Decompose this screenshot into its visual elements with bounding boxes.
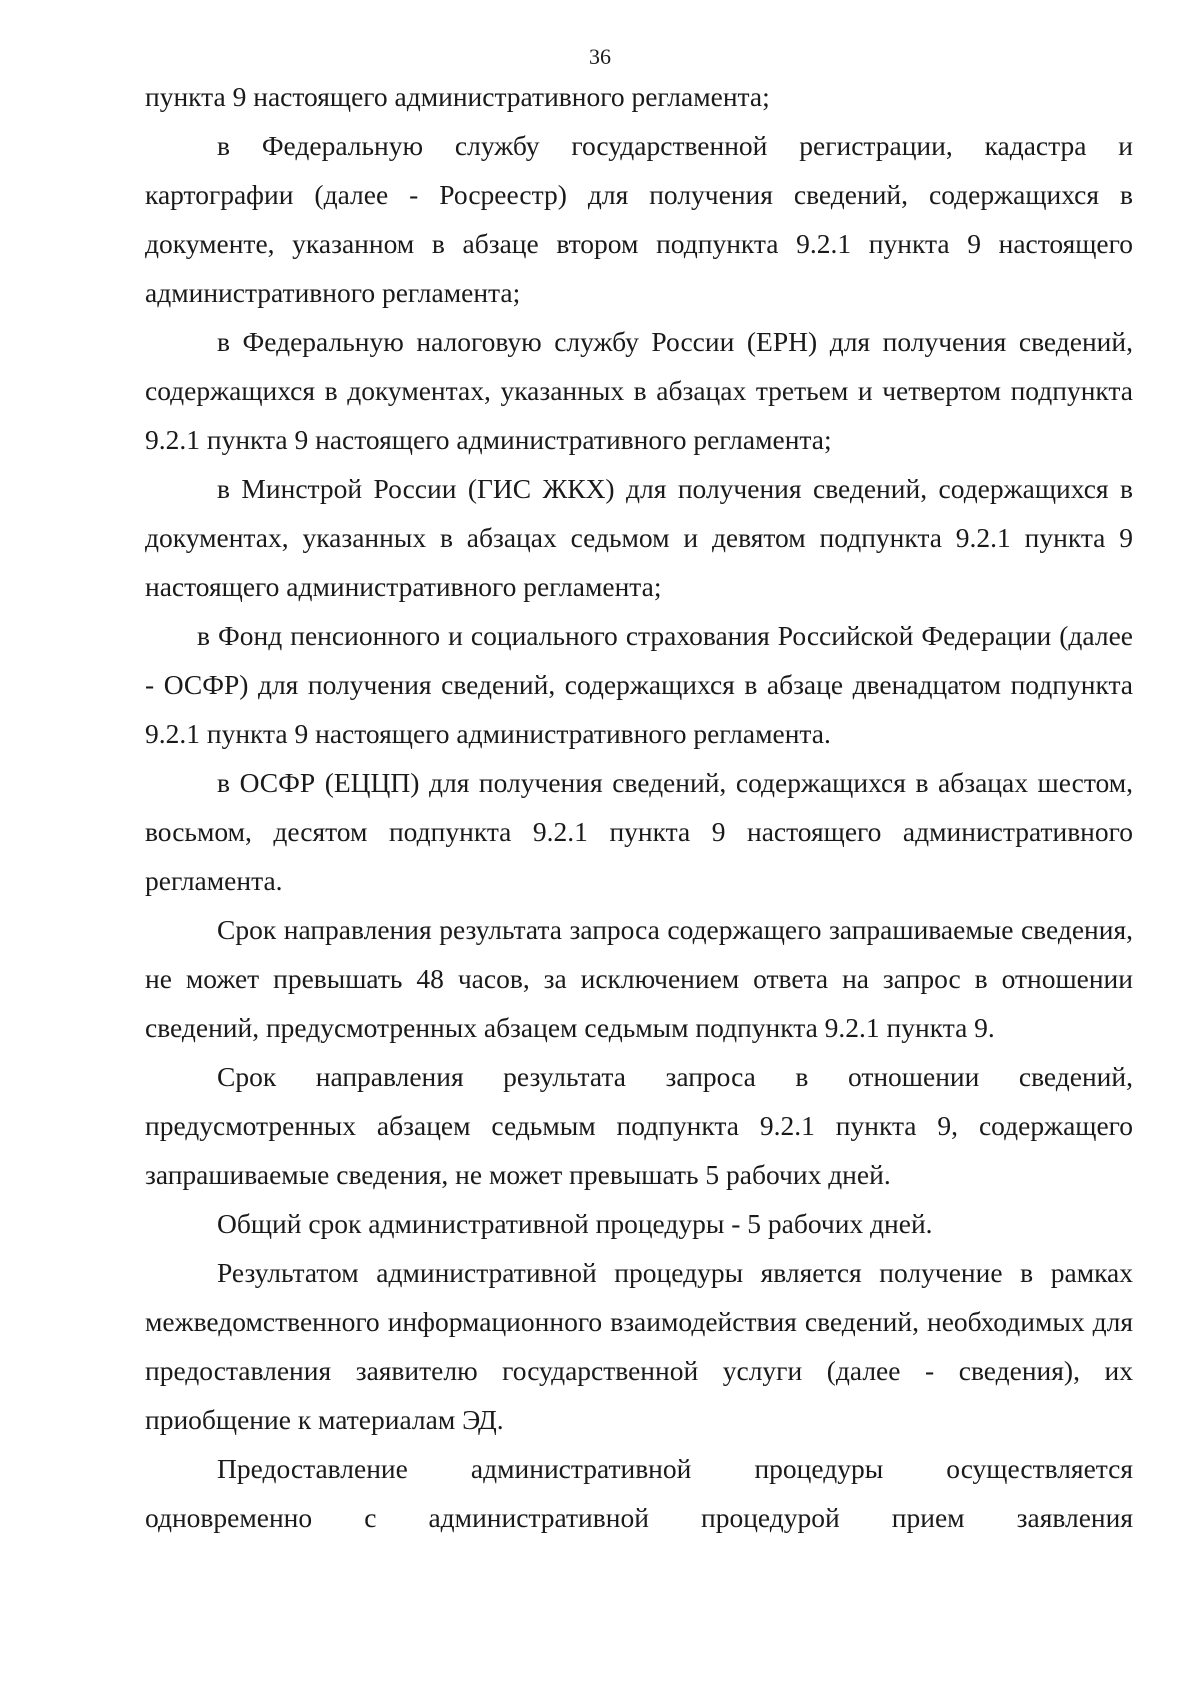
paragraph-rosreestr: в Федеральную службу государственной регистрации, кадастра и картографии (далее - Росреестр) для получения сведений, содержащихся в документе, указанном в абзаце втором подпункта 9.2.1 пункта 9 настоящего административного регламента; (145, 130, 1133, 308)
paragraph-minstroy: в Минстрой России (ГИС ЖКХ) для получения сведений, содержащихся в документах, указанных в абзацах седьмом и девятом подпункта 9.2.1 пункта 9 настоящего административного регламента; (145, 473, 1133, 602)
paragraph-deadline-48h: Срок направления результата запроса содержащего запрашиваемые сведения, не может превышать 48 часов, за исключением ответа на запрос в отношении сведений, предусмотренных абзацем седьмым подпункта 9.2.1 пункта 9. (145, 914, 1133, 1043)
paragraph-result: Результатом административной процедуры является получение в рамках межведомственного информационного взаимодействия сведений, необходимых для предоставления заявителю государственной услуги (далее - сведения), их приобщение к материалам ЭД. (145, 1257, 1133, 1435)
paragraph-osfr-ecc: в ОСФР (ЕЦЦП) для получения сведений, содержащихся в абзацах шестом, восьмом, десятом подпункта 9.2.1 пункта 9 настоящего административного регламента. (145, 767, 1133, 896)
paragraph-simultaneous: Предоставление административной процедуры осуществляется одновременно с административной процедурой прием заявления (145, 1453, 1133, 1533)
paragraph-deadline-5days: Срок направления результата запроса в отношении сведений, предусмотренных абзацем седьмым подпункта 9.2.1 пункта 9, содержащего запрашиваемые сведения, не может превышать 5 рабочих дней. (145, 1061, 1133, 1190)
paragraph-fns: в Федеральную налоговую службу России (ЕРН) для получения сведений, содержащихся в документах, указанных в абзацах третьем и четвертом подпункта 9.2.1 пункта 9 настоящего административного регламента; (145, 326, 1133, 455)
page-number: 36 (589, 44, 611, 69)
document-body (145, 72, 1133, 1542)
paragraph-total-term: Общий срок административной процедуры - 5 рабочих дней. (217, 1208, 933, 1239)
paragraph-continuation: пункта 9 настоящего административного регламента; (145, 81, 770, 112)
paragraph-osfr: в Фонд пенсионного и социального страхования Российской Федерации (далее - ОСФР) для получения сведений, содержащихся в абзаце двенадцатом подпункта 9.2.1 пункта 9 настоящего административного регламента. (145, 620, 1133, 749)
